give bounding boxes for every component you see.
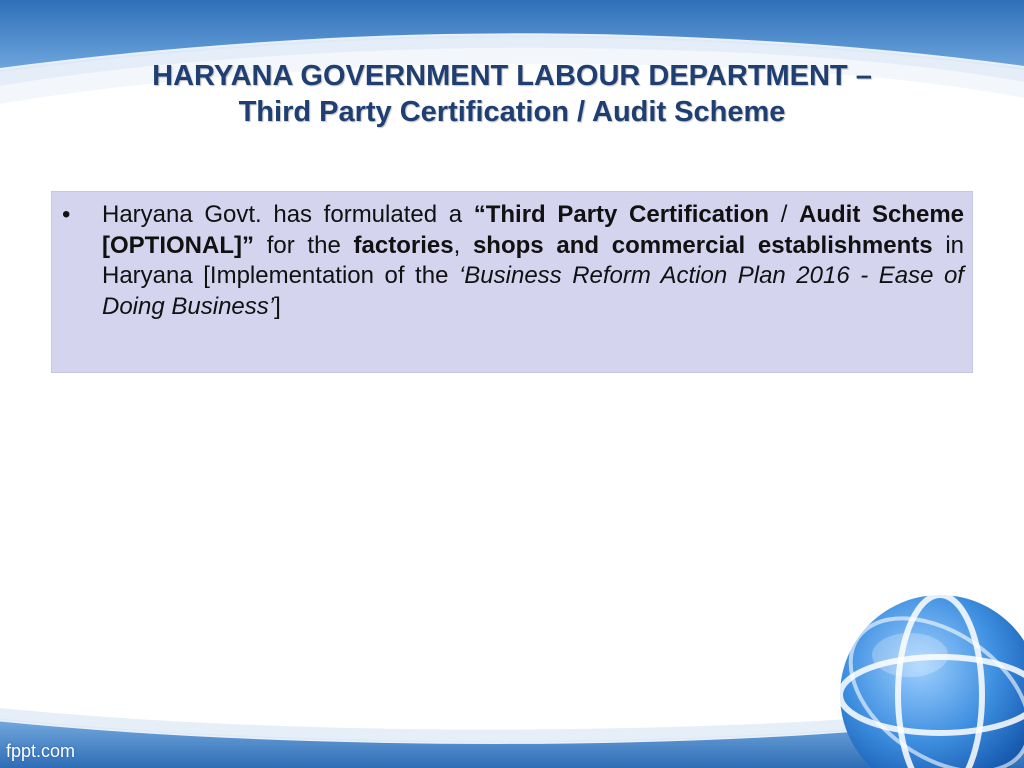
bullet-marker: •	[62, 201, 71, 228]
bullet-italic-plan: ‘Business Reform Action Plan 2016 - Ease of Doing Business’	[102, 262, 964, 320]
bullet-text-part: ]	[274, 292, 281, 320]
slide-title	[40, 58, 984, 130]
content-box	[51, 191, 973, 373]
bullet-text-part: for the	[253, 231, 354, 259]
bullet-text-part: ,	[453, 231, 473, 259]
footer-brand: fppt.com	[6, 741, 76, 761]
title-line-2: Third Party Certification / Audit Scheme	[238, 96, 786, 128]
title-line-1: HARYANA GOVERNMENT LABOUR DEPARTMENT –	[152, 60, 872, 92]
bullet-text	[102, 200, 964, 322]
bullet-text-part: /	[769, 201, 799, 228]
bullet-text-part: Haryana Govt. has formulated a	[102, 201, 474, 228]
bullet-bold-scheme-name: “Third Party Certification	[473, 201, 770, 228]
bullet-bold-shops: shops and commercial establishments	[472, 231, 933, 259]
bullet-item	[62, 200, 964, 322]
bullet-bold-factories: factories	[353, 231, 454, 259]
bullet-bold-scheme-name-2: Audit Scheme [OPTIONAL]”	[102, 201, 965, 259]
bullet-text-part: in Haryana [Implementation of the	[102, 231, 964, 289]
globe-icon	[830, 585, 1024, 768]
